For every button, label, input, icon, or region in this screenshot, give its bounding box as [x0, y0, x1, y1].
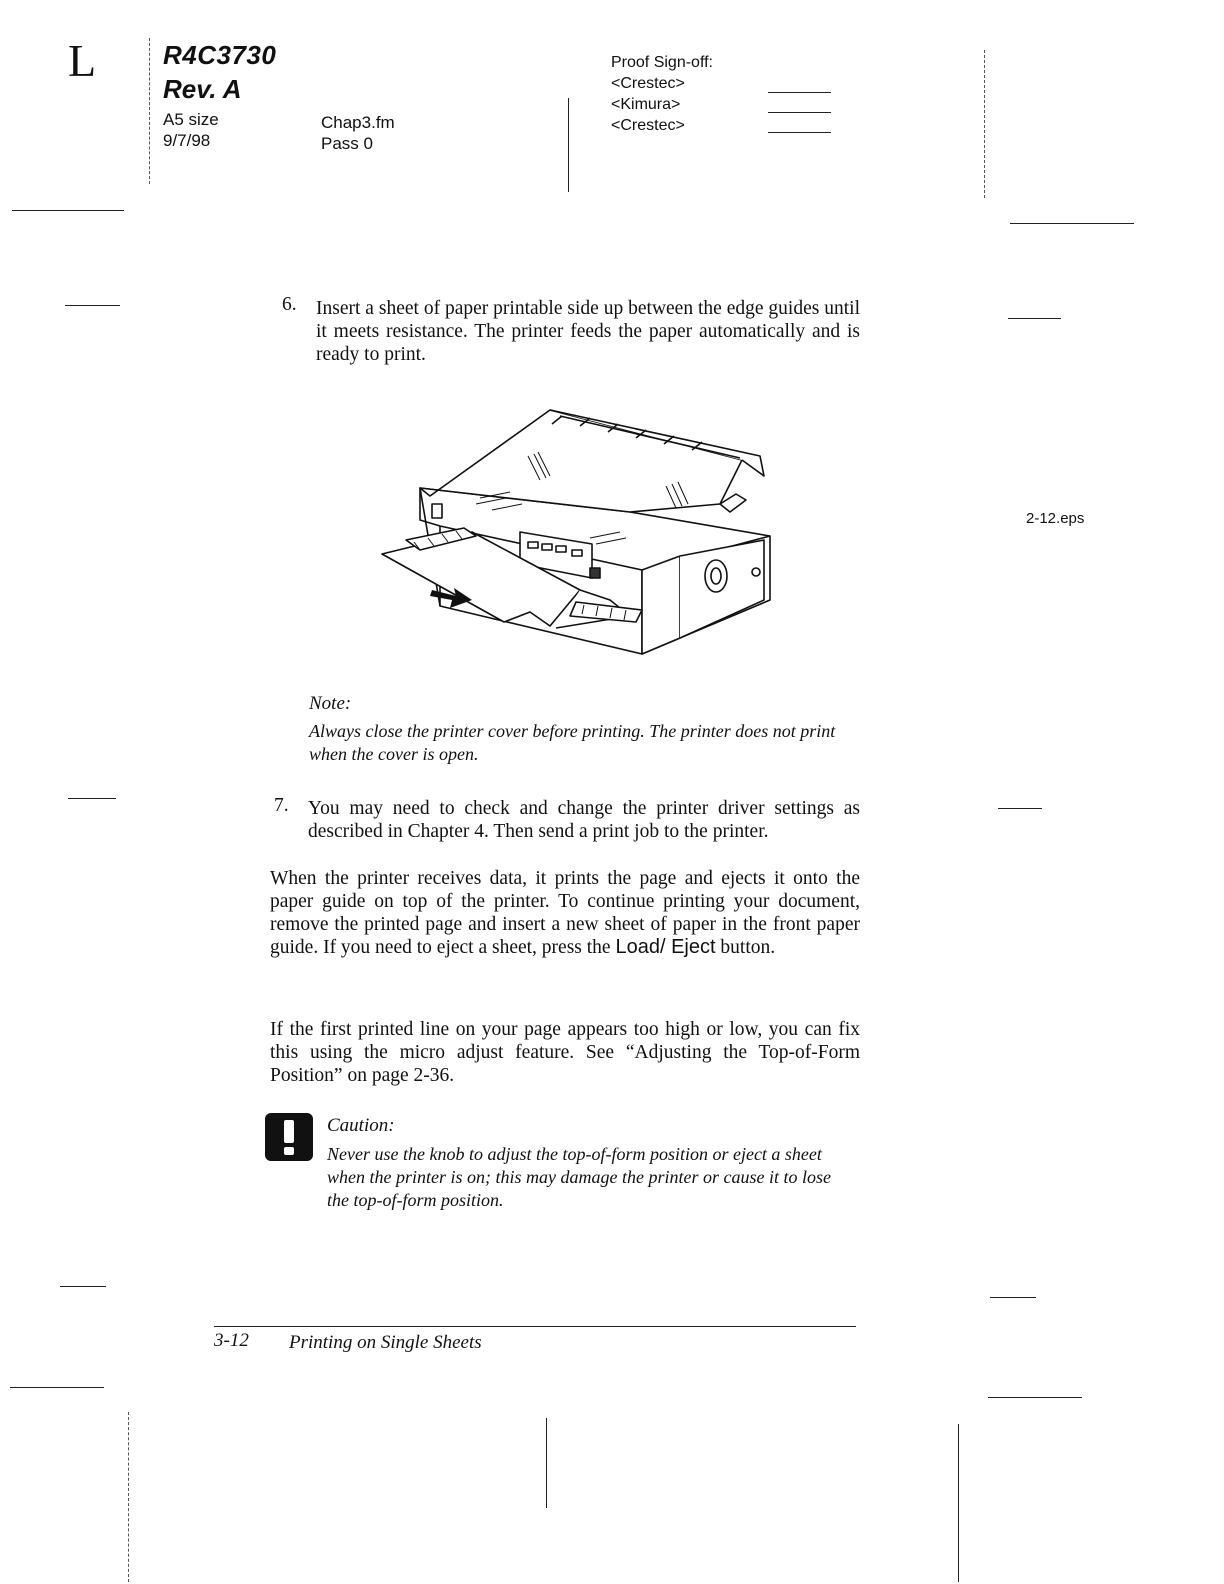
revision-label: Rev. A: [163, 74, 242, 104]
crop-mark: [998, 808, 1042, 809]
note-title: Note:: [309, 693, 352, 714]
crop-mark: [1008, 318, 1061, 319]
caution-title: Caution:: [327, 1115, 395, 1136]
load-eject-button-label: Load/ Eject: [615, 936, 716, 958]
section-title: Printing on Single Sheets: [289, 1332, 482, 1353]
exclamation-icon: [265, 1113, 313, 1161]
footer-rule: [214, 1326, 856, 1327]
crop-mark: [958, 1424, 959, 1582]
crop-mark: [990, 1297, 1036, 1298]
proof-entry: <Crestec>: [611, 75, 685, 92]
paragraph-text: button.: [715, 937, 776, 958]
header-left-rule: [149, 38, 150, 184]
crop-mark: [60, 1286, 106, 1287]
step-number: 6.: [282, 294, 297, 315]
figure-file-label: 2-12.eps: [1026, 510, 1085, 527]
crop-mark: [12, 210, 124, 211]
proof-entry: <Kimura>: [611, 96, 681, 113]
note-text: Always close the printer cover before printing. The printer does not print when the cover is open.: [309, 721, 836, 764]
date: 9/7/98: [163, 131, 211, 150]
crop-mark: [128, 1412, 129, 1582]
corner-letter: L: [68, 35, 97, 86]
crop-mark: [546, 1418, 547, 1508]
caution-text: Never use the knob to adjust the top-of-form position or eject a sheet when the printer is on; this may damage the printer or cause it to lose the top-of-form position.: [327, 1144, 831, 1210]
proof-signoff-title: Proof Sign-off:: [611, 54, 713, 71]
signoff-line: [768, 132, 831, 133]
crop-mark: [65, 305, 120, 306]
body-paragraph: If the first printed line on your page appears too high or low, you can fix this using the micro adjust feature. See “Adjusting the Top-of-Form Position” on page 2-36.: [270, 1019, 860, 1086]
pass-label: Pass 0: [321, 134, 373, 153]
crop-mark: [988, 1397, 1082, 1398]
signoff-line: [768, 112, 831, 113]
crop-mark: [68, 798, 116, 799]
step-text: You may need to check and change the printer driver settings as described in Chapter 4. Then send a print job to the printer.: [308, 798, 860, 842]
paragraph-text: When the printer receives data, it prints the page and ejects it onto the paper guide on top of the printer. To continue printing your document, remove the printed page and insert a new sheet of paper in the front paper guide. If you need to eject a sheet, press the: [270, 868, 860, 958]
header-right-rule: [984, 50, 985, 198]
step-text: Insert a sheet of paper printable side up between the edge guides until it meets resistance. The printer feeds the paper automatically and is ready to print.: [316, 298, 860, 365]
step-number: 7.: [274, 795, 289, 816]
caution-icon: [265, 1113, 313, 1161]
body-paragraph: [270, 867, 860, 959]
header-center-rule: [568, 98, 569, 192]
file-name: Chap3.fm: [321, 113, 395, 132]
page-number: 3-12: [214, 1330, 249, 1351]
document-code: R4C3730: [163, 40, 277, 70]
proof-entry: <Crestec>: [611, 117, 685, 134]
printer-illustration: [380, 400, 772, 662]
paper-size: A5 size: [163, 110, 219, 129]
crop-mark: [10, 1387, 104, 1388]
signoff-line: [768, 92, 831, 93]
crop-mark: [1010, 223, 1134, 224]
